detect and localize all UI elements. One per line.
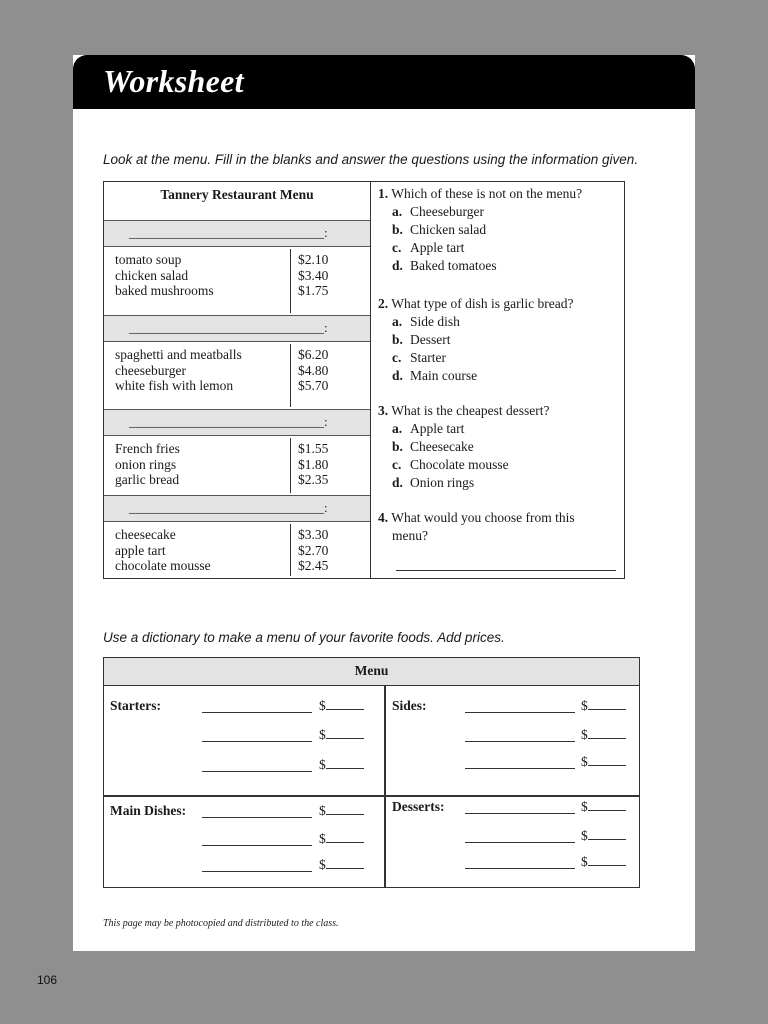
dessert-blank[interactable] — [465, 813, 575, 814]
answer-option[interactable]: b. Chicken salad — [392, 222, 487, 237]
dessert-blank[interactable] — [465, 868, 575, 869]
menu-price: $3.40 — [298, 267, 329, 283]
starter-blank[interactable] — [202, 712, 312, 713]
starter-blank[interactable] — [202, 771, 312, 772]
starter-blank[interactable] — [202, 741, 312, 742]
menu-item: chocolate mousse — [115, 558, 211, 573]
worksheet-header — [73, 55, 695, 109]
main-dish-price[interactable]: $ — [319, 857, 364, 873]
worksheet-page — [73, 55, 695, 951]
menu-price: $5.70 — [298, 378, 329, 393]
question-text: What type of dish is garlic bread? — [391, 296, 574, 311]
question-number: 4. — [378, 510, 389, 525]
menu-item: apple tart — [115, 542, 166, 558]
main-dish-blank[interactable] — [202, 845, 312, 846]
answer-option[interactable]: a. Apple tart — [392, 421, 465, 436]
make-your-menu-table — [103, 657, 640, 888]
menu-section-2 — [104, 342, 370, 409]
menu-section-1 — [104, 247, 370, 315]
side-blank[interactable] — [465, 768, 575, 769]
desserts-label: Desserts: — [392, 799, 445, 814]
answer-option[interactable]: c. Starter — [392, 350, 446, 365]
category-blank-text: ______________________________: — [129, 414, 328, 429]
menu-title: Tannery Restaurant Menu — [160, 187, 314, 202]
question-text-cont: menu? — [392, 528, 428, 543]
question-number: 2. — [378, 296, 389, 311]
side-price[interactable]: $ — [581, 727, 626, 743]
answer-option[interactable]: c. Apple tart — [392, 240, 465, 255]
photocopy-note: This page may be photocopied and distributed to the class. — [103, 918, 339, 929]
menu-item: French fries — [115, 441, 180, 456]
instructions-part2: Use a dictionary to make a menu of your favorite foods. Add prices. — [103, 630, 505, 645]
answer-option[interactable]: b. Cheesecake — [392, 439, 474, 454]
answer-line-q4[interactable] — [396, 570, 616, 571]
row-divider — [104, 795, 639, 797]
answer-option[interactable]: d. Onion rings — [392, 475, 475, 490]
dessert-price[interactable]: $ — [581, 828, 626, 844]
menu-price: $3.30 — [298, 527, 329, 542]
instructions-part1: Look at the menu. Fill in the blanks and answer the questions using the information given. — [103, 152, 639, 167]
menu-item: cheesecake — [115, 527, 176, 542]
menu-price: $6.20 — [298, 347, 329, 362]
menu-price: $4.80 — [298, 362, 329, 378]
menu-price: $2.45 — [298, 558, 329, 573]
restaurant-menu-table — [103, 181, 625, 579]
menu-item: baked mushrooms — [115, 283, 214, 298]
dessert-price[interactable]: $ — [581, 799, 626, 815]
question-text: What would you choose from this — [391, 510, 575, 525]
main-dishes-label: Main Dishes: — [110, 803, 187, 818]
side-blank[interactable] — [465, 741, 575, 742]
column-divider — [384, 686, 386, 888]
menu-item: tomato soup — [115, 252, 182, 267]
question-number: 1. — [378, 186, 389, 201]
dessert-price[interactable]: $ — [581, 854, 626, 870]
dessert-blank[interactable] — [465, 842, 575, 843]
question-3 — [378, 402, 624, 492]
menu-item: white fish with lemon — [115, 378, 234, 393]
category-blank-text: ______________________________: — [129, 320, 328, 335]
question-2 — [378, 295, 624, 385]
menu-column — [104, 182, 371, 578]
category-blank-text: ______________________________: — [129, 500, 328, 515]
question-text: What is the cheapest dessert? — [391, 403, 550, 418]
menu-item: chicken salad — [115, 267, 189, 283]
sides-label: Sides: — [392, 698, 427, 713]
main-dish-blank[interactable] — [202, 871, 312, 872]
side-price[interactable]: $ — [581, 754, 626, 770]
question-4 — [378, 509, 624, 545]
category-blank-2[interactable] — [104, 315, 370, 342]
starter-price[interactable]: $ — [319, 757, 364, 773]
question-text: Which of these is not on the menu? — [391, 186, 583, 201]
category-blank-1[interactable] — [104, 220, 370, 247]
question-1 — [378, 185, 624, 275]
menu-price: $2.35 — [298, 472, 329, 487]
menu-price: $2.10 — [298, 252, 329, 267]
menu-price: $1.75 — [298, 283, 329, 298]
make-menu-title: Menu — [104, 658, 639, 686]
answer-option[interactable]: d. Baked tomatoes — [392, 258, 497, 273]
main-dish-blank[interactable] — [202, 817, 312, 818]
main-dish-price[interactable]: $ — [319, 803, 364, 819]
menu-price: $1.80 — [298, 456, 329, 472]
page-number: 106 — [37, 973, 58, 987]
answer-option[interactable]: d. Main course — [392, 368, 478, 383]
menu-item: garlic bread — [115, 472, 180, 487]
question-number: 3. — [378, 403, 389, 418]
menu-section-4 — [104, 522, 370, 578]
answer-option[interactable]: a. Cheeseburger — [392, 204, 484, 219]
main-dish-price[interactable]: $ — [319, 831, 364, 847]
category-blank-3[interactable] — [104, 409, 370, 436]
menu-item: onion rings — [115, 456, 177, 472]
side-price[interactable]: $ — [581, 698, 626, 714]
side-blank[interactable] — [465, 712, 575, 713]
menu-item: cheeseburger — [115, 362, 186, 378]
answer-option[interactable]: c. Chocolate mousse — [392, 457, 509, 472]
menu-item: spaghetti and meatballs — [115, 347, 242, 362]
category-blank-text: ______________________________: — [129, 225, 328, 240]
menu-section-3 — [104, 436, 370, 495]
starters-label: Starters: — [110, 698, 161, 713]
starter-price[interactable]: $ — [319, 698, 364, 714]
page-title: Worksheet — [103, 63, 244, 99]
menu-price: $2.70 — [298, 542, 329, 558]
category-blank-4[interactable] — [104, 495, 370, 522]
starter-price[interactable]: $ — [319, 727, 364, 743]
answer-option[interactable]: a. Side dish — [392, 314, 460, 329]
menu-price: $1.55 — [298, 441, 329, 456]
answer-option[interactable]: b. Dessert — [392, 332, 451, 347]
